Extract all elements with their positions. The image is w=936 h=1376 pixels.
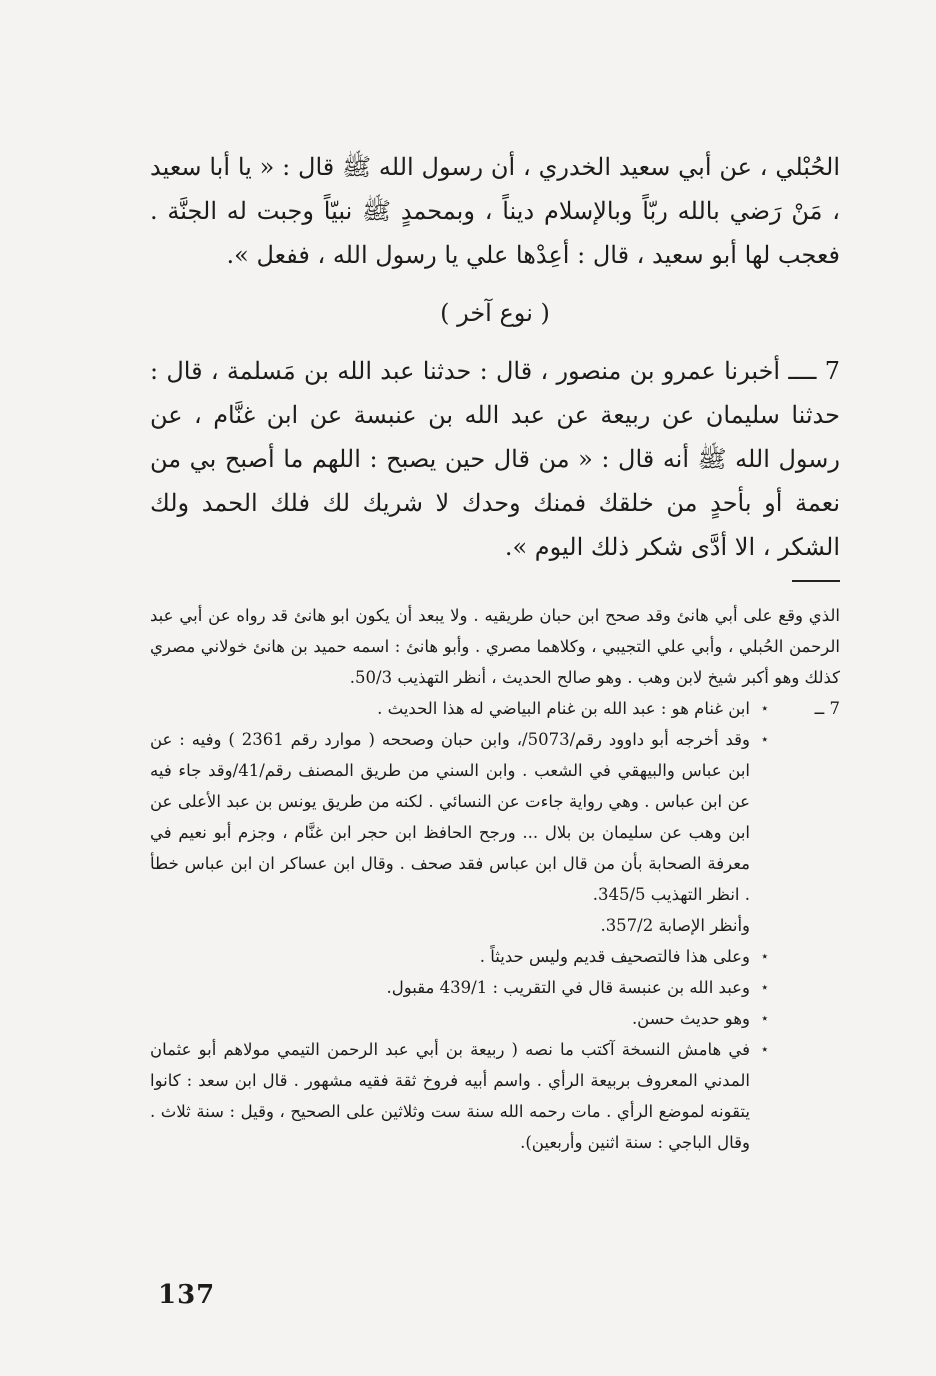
footnote-item [150, 941, 840, 972]
footnote-continuation: الذي وقع على أبي هانئ وقد صحح ابن حبان طريقيه . ولا يبعد أن يكون ابو هانئ قد رواه عن أبي عبد الرحمن الحُبلي ، وأبي علي التجيبي ، وكلاهما مصري . وأبو هانئ : اسمه حميد بن هانئ خولاني مصري كذلك وهو أكبر شيخ لابن وهب . وهو صالح الحديث ، أنظر التهذيب 50/3. [150, 606, 840, 687]
bullet-star-icon: ٭ [761, 732, 768, 746]
main-paragraph-1: الحُبْلي ، عن أبي سعيد الخدري ، أن رسول الله ﷺ قال : « يا أبا سعيد ، مَنْ رَضي بالله ربّاً وبالإسلام ديناً ، وبمحمدٍ ﷺ نبيّاً وجبت له الجنَّة . فعجب لها أبو سعيد ، قال : أعِدْها علي يا رسول الله ، ففعل ». [150, 153, 840, 269]
section-heading: ( نوع آخر ) [440, 299, 550, 327]
bullet-star-icon: ٭ [761, 1011, 768, 1025]
footnote-divider [792, 580, 840, 582]
footnote-item [150, 1003, 840, 1034]
footnote-text: ابن غنام هو : عبد الله بن غنام البياضي له هذا الحديث . [377, 699, 750, 718]
main-paragraph-2: 7 ــــ أخبرنا عمرو بن منصور ، قال : حدثنا عبد الله بن مَسلمة ، قال : حدثنا سليمان عن ربيعة عن عبد الله بن عنبسة عن ابن غنَّام ، عن رسول الله ﷺ أنه قال : « من قال حين يصبح : اللهم ما أصبح بي من نعمة أو بأحدٍ من خلقك فمنك وحدك لا شريك لك فلك الحمد ولك الشكر ، الا أدَّى شكر ذلك اليوم ». [150, 357, 840, 561]
bullet-star-icon: ٭ [761, 1042, 768, 1056]
footnote-text: في هامش النسخة آكتب ما نصه ( ربيعة بن أبي عبد الرحمن التيمي مولاهم أبو عثمان المدني المعروف بربيعة الرأي . واسم أبيه فروخ ثقة فقيه مشهور . قال ابن سعد : كانوا يتقونه لموضع الرأي . مات رحمه الله سنة ست وثلاثين على الصحيح ، وقيل : سنة ثلاث . وقال الباجي : سنة اثنين وأربعين). [150, 1040, 750, 1152]
footnote-item [150, 693, 840, 724]
footnote-item [150, 1034, 840, 1158]
main-text [150, 145, 840, 569]
footnote-number: 7 ــ [814, 699, 840, 718]
bullet-star-icon: ٭ [761, 701, 768, 715]
footnote-item [150, 972, 840, 1003]
footnote-item [150, 724, 840, 910]
footnote-text: وهو حديث حسن. [631, 1009, 750, 1028]
footnote-text: وأنظر الإصابة 357/2. [600, 916, 750, 935]
footnote-text: وقد أخرجه أبو داوود رقم/5073/، وابن حبان وصححه ( موارد رقم 2361 ) وفيه : عن ابن عباس والبيهقي في الشعب . وابن السني من طريق المصنف رقم/41/وقد جاء فيه عن ابن عباس . وهي رواية جاءت عن النسائي . لكنه من طريق يونس بن عبد الأعلى عن ابن وهب عن سليمان بن بلال ... ورجح الحافظ ابن حجر ابن غنَّام ، وجزم أبو نعيم في معرفة الصحابة بأن من قال ابن عباس فقد صحف . وقال ابن عساكر ان ابن عباس خطأ . انظر التهذيب 345/5. [150, 730, 751, 904]
footnotes [150, 600, 840, 1158]
footnote-text: وعلى هذا فالتصحيف قديم وليس حديثاً . [479, 947, 750, 966]
footnote-text: وعبد الله بن عنبسة قال في التقريب : 439/1 مقبول. [386, 978, 750, 997]
footnote-item [150, 910, 840, 941]
bullet-star-icon: ٭ [761, 980, 768, 994]
bullet-star-icon: ٭ [761, 949, 768, 963]
page-number: 137 [158, 1280, 216, 1310]
